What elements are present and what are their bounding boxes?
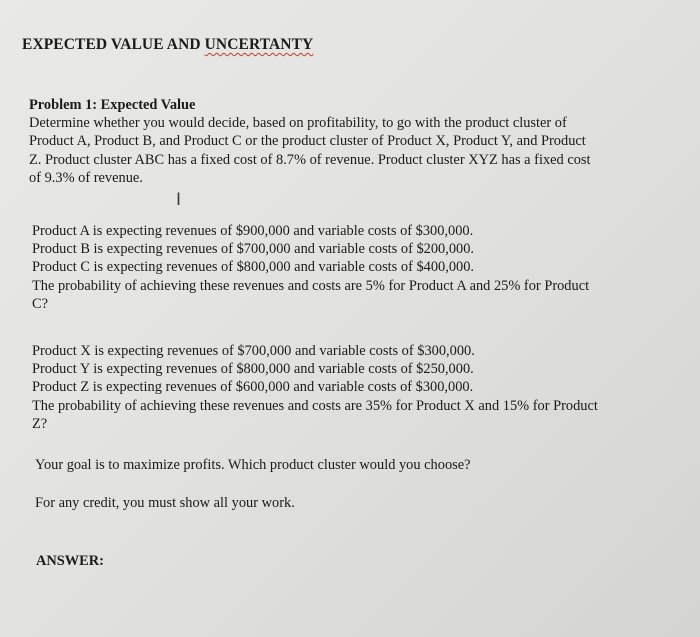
product-z-line: Product Z is expecting revenues of $600,000 and variable costs of $300,000. xyxy=(32,379,474,396)
intro-line: Z. Product cluster ABC has a fixed cost of 8.7% of revenue. Product cluster XYZ has a fixed cost xyxy=(29,151,591,168)
product-a-line: Product A is expecting revenues of $900,000 and variable costs of $300,000. xyxy=(32,223,474,239)
probability-xyz-line: The probability of achieving these revenues and costs are 35% for Product X and 15% for Product xyxy=(32,397,598,414)
intro-line: Product A, Product B, and Product C or the product cluster of Product X, Product Y, and Product xyxy=(29,133,586,150)
intro-line: Determine whether you would decide, based on profitability, to go with the product cluster of xyxy=(29,115,567,132)
product-y-line: Product Y is expecting revenues of $800,000 and variable costs of $250,000. xyxy=(32,361,474,378)
product-x-line: Product X is expecting revenues of $700,000 and variable costs of $300,000. xyxy=(32,343,475,359)
probability-xyz-line: Z? xyxy=(32,415,48,432)
goal-statement: Your goal is to maximize profits. Which product cluster would you choose? xyxy=(35,457,471,473)
problem-heading: Problem 1: Expected Value xyxy=(29,97,196,113)
probability-abc-line: C? xyxy=(32,295,48,312)
document-title xyxy=(22,36,313,54)
cluster-abc-section xyxy=(32,222,589,313)
answer-label: ANSWER: xyxy=(36,553,104,569)
probability-abc-line: The probability of achieving these revenues and costs are 5% for Product A and 25% for Product xyxy=(32,277,590,294)
product-c-line: Product C is expecting revenues of $800,000 and variable costs of $400,000. xyxy=(32,259,475,276)
intro-line: of 9.3% of revenue. xyxy=(29,169,143,186)
text-cursor-icon: I xyxy=(176,190,182,210)
title-misspelled-word: UNCERTANTY xyxy=(204,36,314,53)
problem-intro xyxy=(29,96,591,187)
product-b-line: Product B is expecting revenues of $700,000 and variable costs of $200,000. xyxy=(32,241,475,258)
credit-note: For any credit, you must show all your work. xyxy=(35,495,295,511)
cluster-xyz-section xyxy=(32,342,598,433)
title-text: EXPECTED VALUE AND xyxy=(22,36,205,53)
